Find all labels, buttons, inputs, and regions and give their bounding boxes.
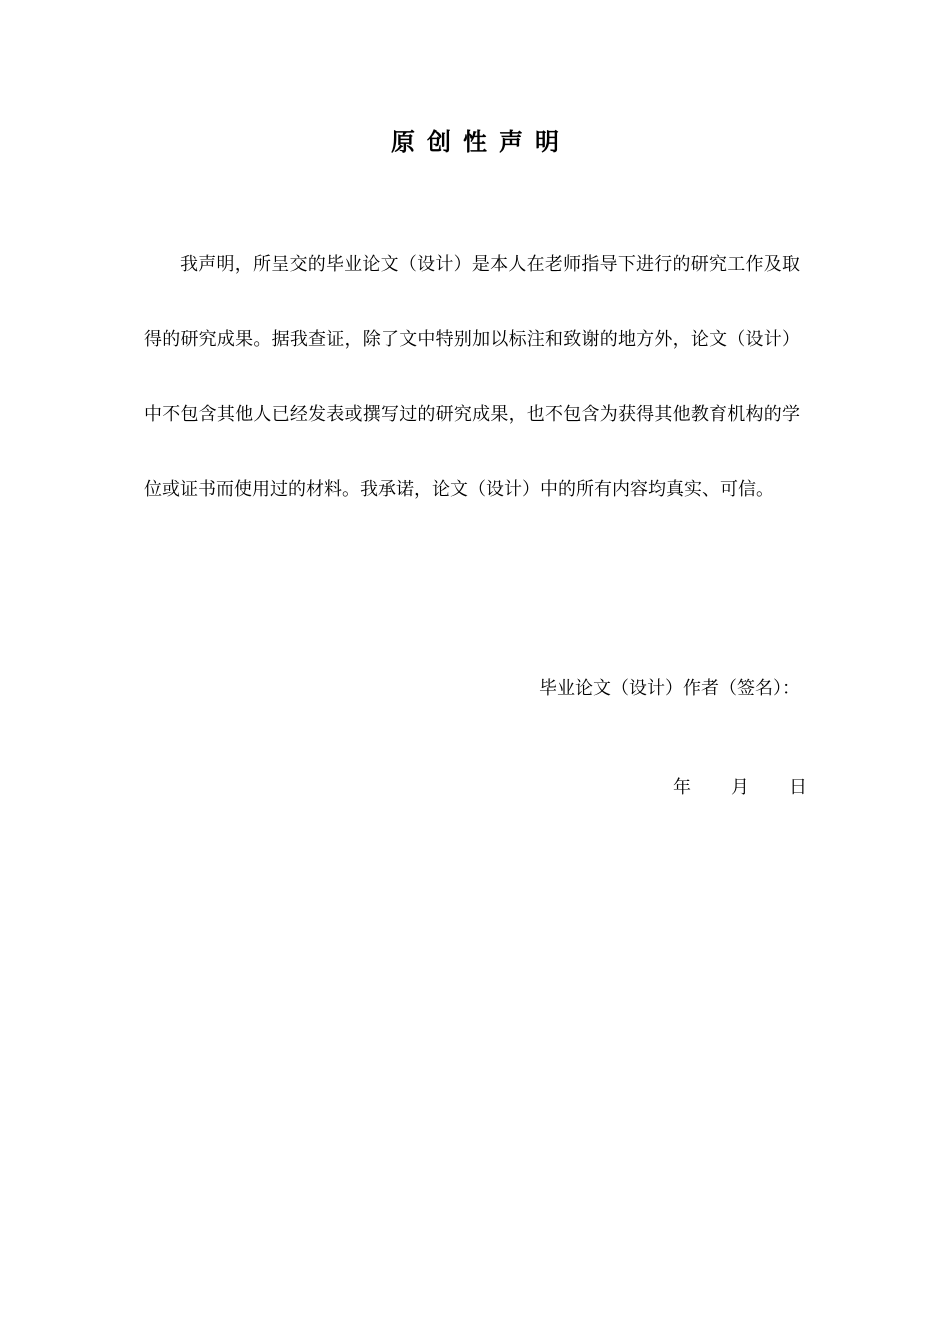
date-line bbox=[673, 773, 807, 803]
day-label: 日 bbox=[789, 777, 807, 798]
declaration-body: 我声明，所呈交的毕业论文（设计）是本人在老师指导下进行的研究工作及取得的研究成果。据我查证，除了文中特别加以标注和致谢的地方外，论文（设计）中不包含其他人已经发表或撰写过的研究成果，也不包含为获得其他教育机构的学位或证书而使用过的材料。我承诺，论文（设计）中的所有内容均真实、可信。 bbox=[144, 254, 800, 500]
year-label: 年 bbox=[673, 777, 691, 798]
page-title: 原创性声明 bbox=[391, 128, 571, 156]
author-signature-label: 毕业论文（设计）作者（签名）： bbox=[539, 678, 800, 699]
month-label: 月 bbox=[731, 777, 749, 798]
